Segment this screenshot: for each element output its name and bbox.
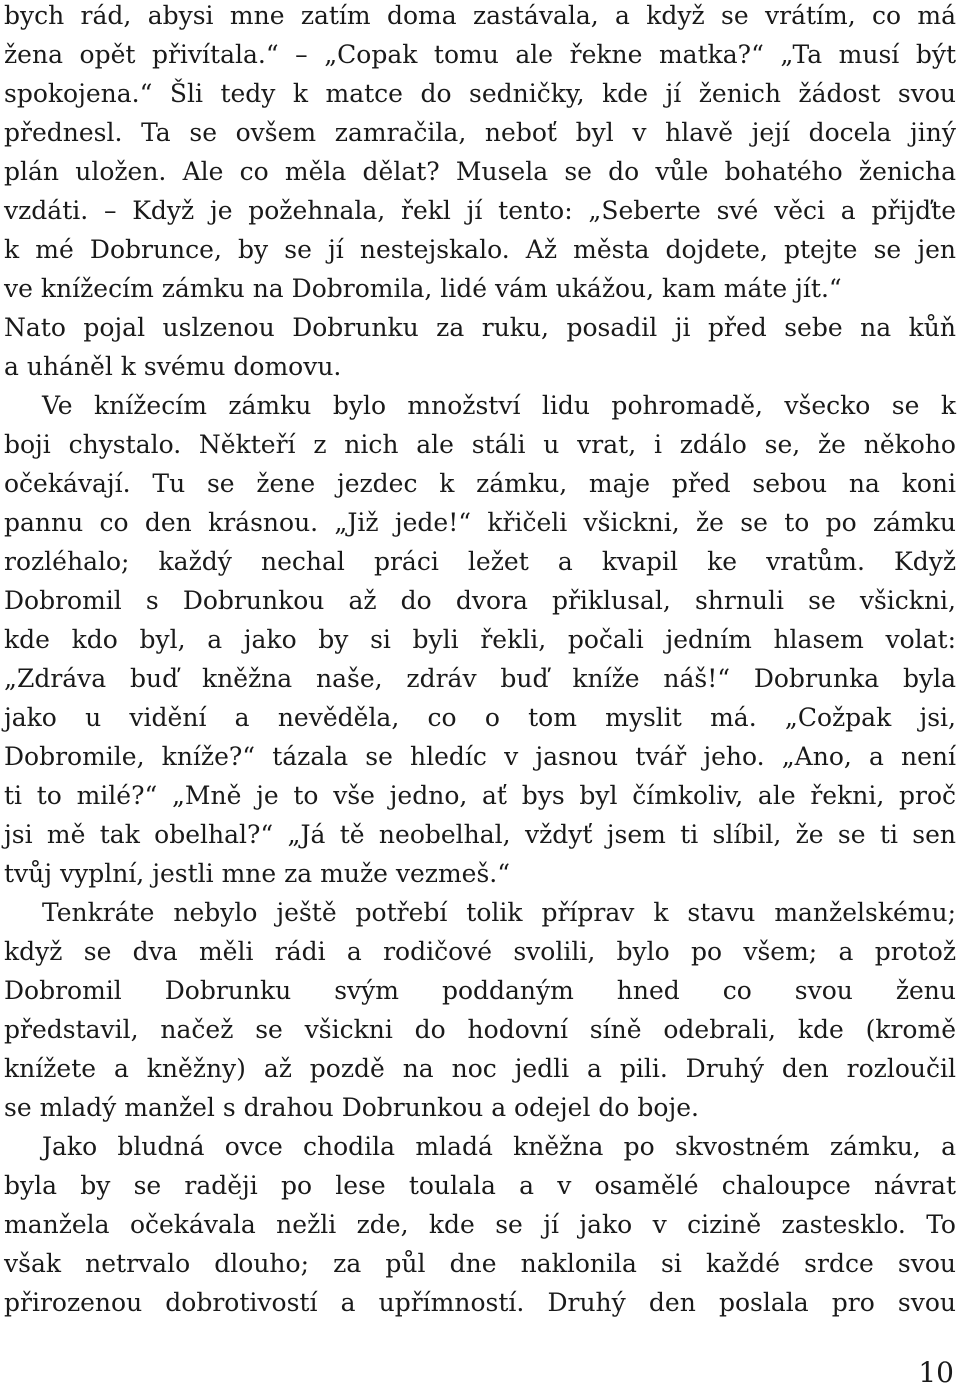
text-line: ti to milé?“ „Mně je to vše jedno, ať bys byl čímkoliv, ale řekni, proč xyxy=(4,781,956,810)
text-line: přirozenou dobrotivostí a upřímností. Druhý den poslala pro svou xyxy=(4,1288,956,1317)
text-line: „Zdráva buď kněžna naše, zdráv buď kníže náš!“ Dobrunka byla xyxy=(4,664,956,693)
text-line: k mé Dobrunce, by se jí nestejskalo. Až města dojdete, ptejte se jen xyxy=(4,235,956,264)
text-line: Dobromile, kníže?“ tázala se hledíc v jasnou tvář jeho. „Ano, a není xyxy=(4,742,956,771)
text-line: byla by se raději po lese toulala a v osamělé chaloupce návrat xyxy=(4,1171,956,1200)
text-line: a uháněl k svému domovu. xyxy=(4,352,342,381)
text-line: jsi mě tak obelhal?“ „Já tě neobelhal, vždyť jsem ti slíbil, že se ti sen xyxy=(4,820,956,849)
text-line: plán uložen. Ale co měla dělat? Musela se do vůle bohatého ženicha xyxy=(4,157,956,186)
text-line: Nato pojal uslzenou Dobrunku za ruku, posadil ji před sebe na kůň xyxy=(4,313,956,342)
text-line: tvůj vyplní, jestli mne za muže vezmeš.“ xyxy=(4,859,511,888)
text-line: však netrvalo dlouho; za půl dne naklonila si každé srdce svou xyxy=(4,1249,956,1278)
page-number: 10 xyxy=(918,1356,954,1389)
text-line: knížete a kněžny) až pozdě na noc jedli a pili. Druhý den rozloučil xyxy=(4,1054,956,1083)
text-line: vzdáti. – Když je požehnala, řekl jí tento: „Seberte své věci a přijďte xyxy=(4,196,956,225)
text-line: přednesl. Ta se ovšem zamračila, neboť byl v hlavě její docela jiný xyxy=(4,118,956,147)
text-line: bych rád, abysi mne zatím doma zastávala, a když se vrátím, co má xyxy=(4,1,956,30)
text-line: Dobromil s Dobrunkou až do dvora přiklusal, shrnuli se všickni, xyxy=(4,586,956,615)
text-line: spokojena.“ Šli tedy k matce do sedničky, kde jí ženich žádost svou xyxy=(4,79,956,108)
text-line: boji chystalo. Někteří z nich ale stáli u vrat, i zdálo se, že někoho xyxy=(4,430,956,459)
text-line: manžela očekávala nežli zde, kde se jí jako v cizině zastesklo. To xyxy=(4,1210,956,1239)
text-line: jako u vidění a nevěděla, co o tom myslit má. „Cožpak jsi, xyxy=(4,703,956,732)
text-line: když se dva měli rádi a rodičové svolili, bylo po všem; a protož xyxy=(4,937,956,966)
text-line: se mladý manžel s drahou Dobrunkou a odejel do boje. xyxy=(4,1093,699,1122)
text-line: žena opět přivítala.“ – „Copak tomu ale řekne matka?“ „Ta musí být xyxy=(4,40,956,69)
text-line: rozléhalo; každý nechal práci ležet a kvapil ke vratům. Když xyxy=(4,547,956,576)
text-line: Tenkráte nebylo ještě potřebí tolik příprav k stavu manželskému; xyxy=(42,898,956,927)
text-line: Dobromil Dobrunku svým poddaným hned co svou ženu xyxy=(4,976,956,1005)
text-line: ve knížecím zámku na Dobromila, lidé vám ukážou, kam máte jít.“ xyxy=(4,274,842,303)
text-line: očekávají. Tu se žene jezdec k zámku, maje před sebou na koni xyxy=(4,469,956,498)
text-line: kde kdo byl, a jako by si byli řekli, počali jedním hlasem volat: xyxy=(4,625,956,654)
text-line: Ve knížecím zámku bylo množství lidu pohromadě, všecko se k xyxy=(42,391,956,420)
text-line: pannu co den krásnou. „Již jede!“ křičeli všickni, že se to po zámku xyxy=(4,508,956,537)
text-line: představil, načež se všickni do hodovní síně odebrali, kde (kromě xyxy=(4,1015,956,1044)
text-line: Jako bludná ovce chodila mladá kněžna po skvostném zámku, a xyxy=(42,1132,956,1161)
